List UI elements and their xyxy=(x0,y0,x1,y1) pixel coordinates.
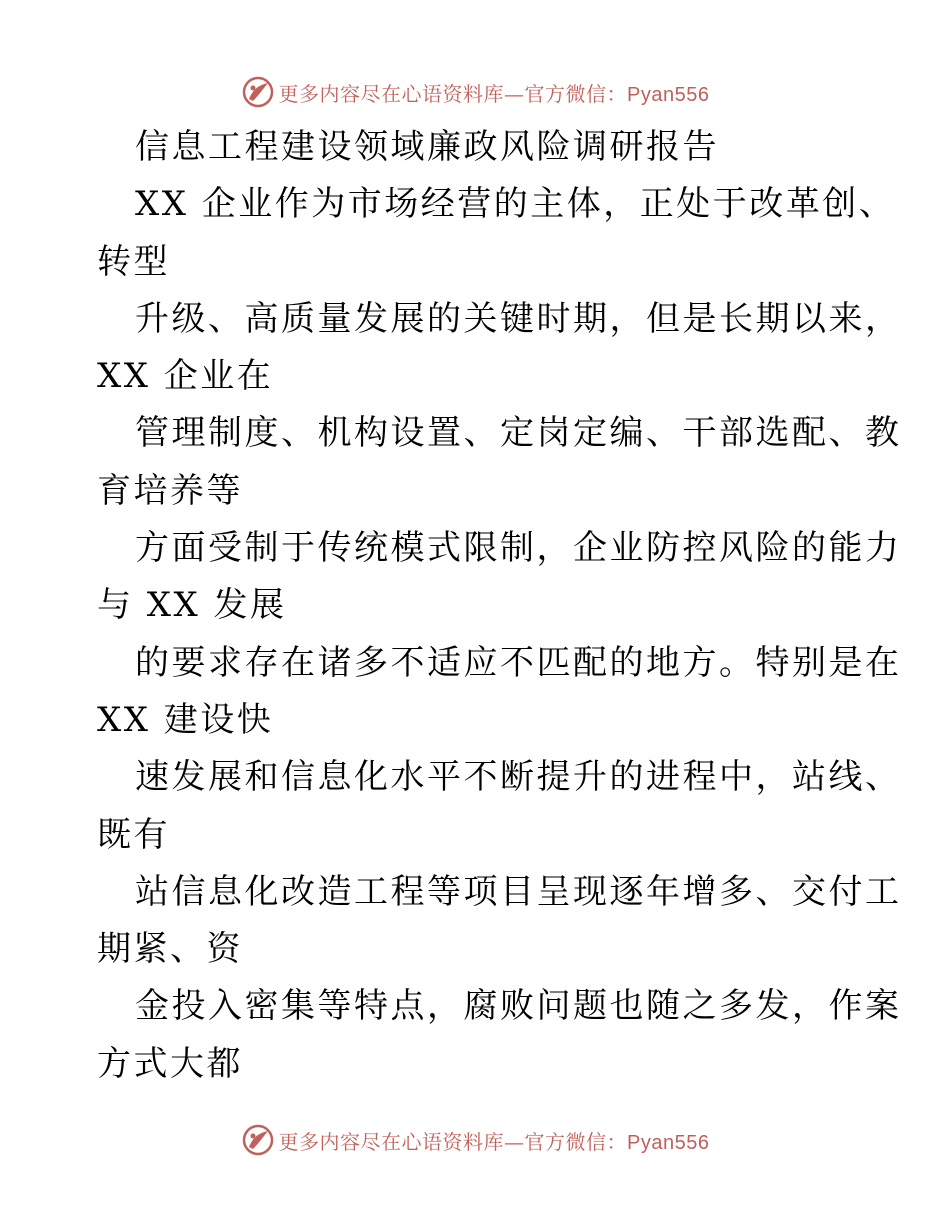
paragraph-line: 金投入密集等特点，腐败问题也随之多发，作案 xyxy=(135,986,902,1027)
paragraph-line: 方面受制于传统模式限制，企业防控风险的能力 xyxy=(135,528,902,569)
paragraph-line: 转型 xyxy=(97,241,170,282)
paragraph-line: 站信息化改造工程等项目呈现逐年增多、交付工 xyxy=(135,871,902,912)
paragraph-line: XX 企业在 xyxy=(97,356,274,397)
paragraph-line: XX 企业作为市场经营的主体，正处于改革创、 xyxy=(135,184,896,225)
paragraph-line: 既有 xyxy=(97,814,170,855)
paragraph-line: XX 建设快 xyxy=(97,699,274,740)
document-title: 信息工程建设领域廉政风险调研报告 xyxy=(135,127,719,167)
header-banner xyxy=(0,72,950,112)
paragraph-line: 方式大都 xyxy=(97,1043,243,1084)
footer-banner-text: 更多内容尽在心语资料库—官方微信：Pyan556 xyxy=(278,1129,710,1154)
paragraph-line: 升级、高质量发展的关键时期，但是长期以来， xyxy=(135,298,902,339)
paragraph-line: 管理制度、机构设置、定岗定编、干部选配、教 xyxy=(135,413,902,454)
footer-banner xyxy=(0,1120,950,1160)
header-banner-text: 更多内容尽在心语资料库—官方微信：Pyan556 xyxy=(278,81,710,106)
document-body xyxy=(0,119,950,1093)
footer-wechat-id: Pyan556 xyxy=(627,1131,710,1154)
paragraph-line: 的要求存在诸多不适应不匹配的地方。特别是在 xyxy=(135,642,902,683)
red-seal-logo-icon xyxy=(241,75,275,109)
paragraph-line: 与 XX 发展 xyxy=(97,585,287,626)
paragraph-line: 育培养等 xyxy=(97,470,243,511)
paragraph-line: 期紧、资 xyxy=(97,929,243,970)
red-seal-logo-icon xyxy=(241,1123,275,1157)
paragraph-line: 速发展和信息化水平不断提升的进程中，站线、 xyxy=(135,757,902,798)
header-wechat-id: Pyan556 xyxy=(627,83,710,106)
